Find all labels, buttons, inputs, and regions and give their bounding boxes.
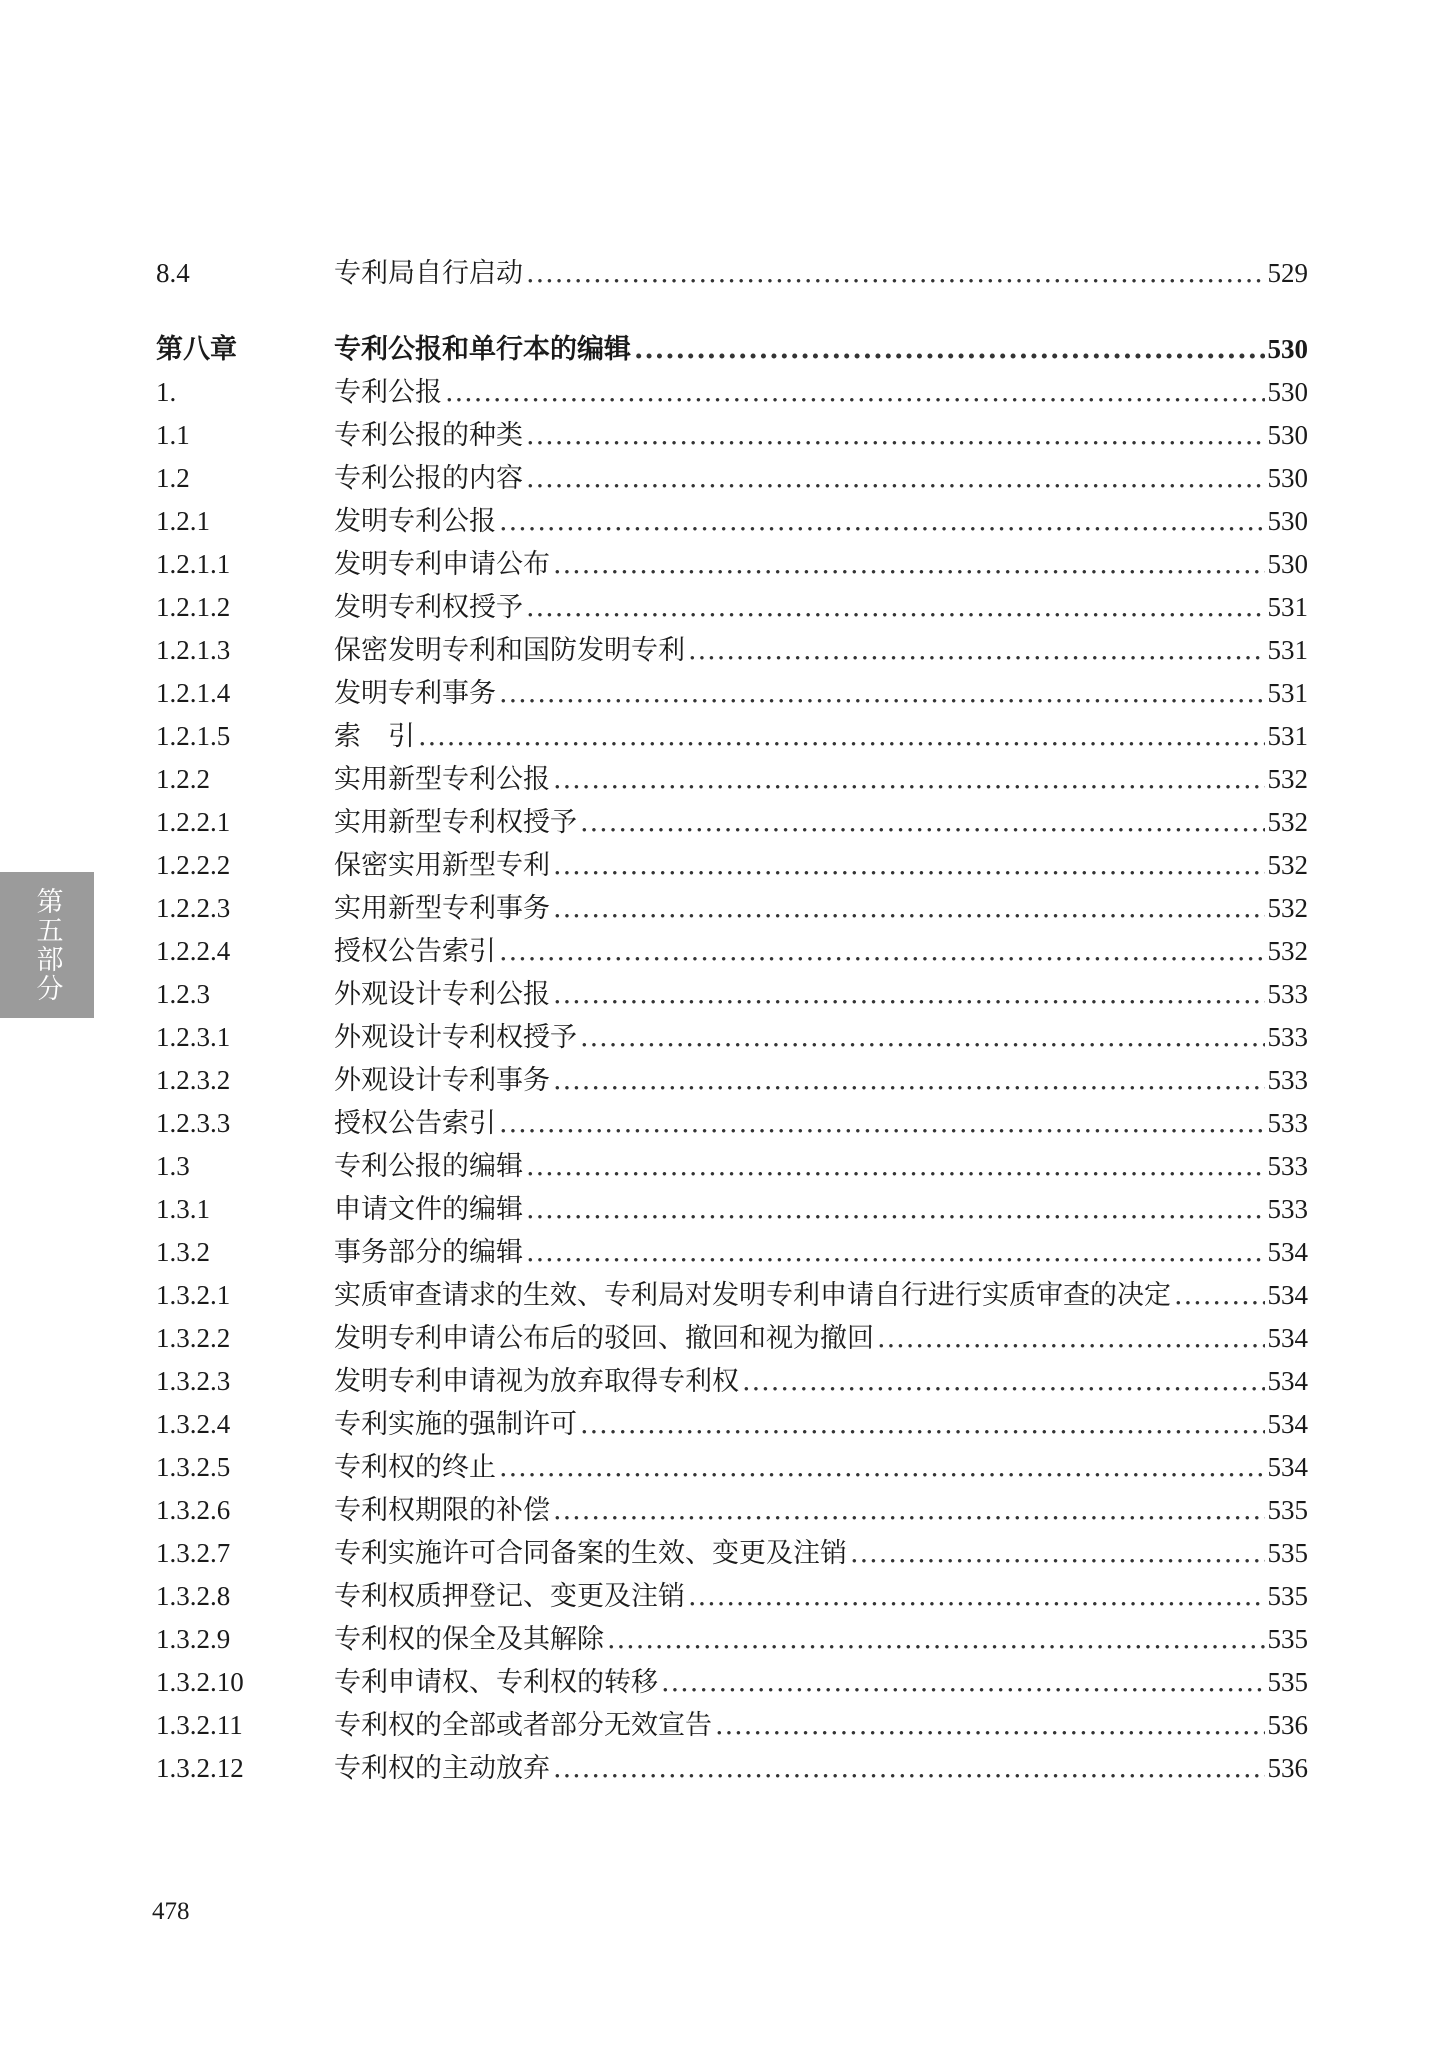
toc-dot-leader (526, 1145, 1265, 1188)
toc-page-number: 531 (1267, 592, 1308, 622)
toc-page-number: 532 (1267, 807, 1308, 837)
toc-page-number: 532 (1267, 893, 1308, 923)
toc-row[interactable] (156, 758, 1308, 801)
toc-dot-leader (580, 1016, 1265, 1059)
toc-page-number: 533 (1267, 1108, 1308, 1138)
toc-dot-leader (526, 414, 1265, 457)
toc-dot-leader (634, 328, 1265, 371)
toc-dot-leader (499, 500, 1265, 543)
toc-section-number: 1.2.3.2 (156, 1065, 231, 1095)
toc-dot-leader (850, 1532, 1265, 1575)
toc-section-title: 专利公报 (334, 377, 442, 408)
toc-row[interactable] (156, 1489, 1308, 1532)
toc-row[interactable] (156, 672, 1308, 715)
toc-row[interactable] (156, 1575, 1308, 1618)
toc-section-title: 实用新型专利权授予 (334, 807, 577, 838)
toc-dot-leader (715, 1704, 1265, 1747)
toc-section-number: 1.3 (156, 1151, 190, 1181)
toc-dot-leader (526, 586, 1265, 629)
toc-page-number: 533 (1267, 979, 1308, 1009)
toc-section-title: 发明专利公报 (334, 506, 496, 537)
toc-section-number: 8.4 (156, 258, 190, 288)
toc-section-number: 1.2.2.2 (156, 850, 231, 880)
toc-page-number: 530 (1267, 420, 1308, 450)
toc-section-number: 1.2.1.5 (156, 721, 231, 751)
toc-dot-leader (553, 844, 1265, 887)
toc-section-number: 1.3.2.8 (156, 1581, 231, 1611)
toc-dot-leader (580, 1403, 1265, 1446)
toc-row[interactable] (156, 1059, 1308, 1102)
toc-page-number: 533 (1267, 1151, 1308, 1181)
toc-page-number: 530 (1267, 463, 1308, 493)
toc-section-number: 1.2.2.3 (156, 893, 231, 923)
toc-page-number: 533 (1267, 1194, 1308, 1224)
toc-section-title: 事务部分的编辑 (334, 1237, 523, 1268)
toc-section-title: 外观设计专利事务 (334, 1065, 550, 1096)
toc-dot-leader (661, 1661, 1265, 1704)
toc-section-number: 1.2.1.4 (156, 678, 231, 708)
part-side-tab (0, 872, 94, 1018)
toc-row[interactable] (156, 586, 1308, 629)
toc-section-title: 索 引 (334, 721, 415, 752)
toc-section-number: 1.3.2.9 (156, 1624, 231, 1654)
toc-page-number: 536 (1267, 1753, 1308, 1783)
toc-section-title: 发明专利申请公布后的驳回、撤回和视为撤回 (334, 1323, 874, 1354)
toc-section-title: 发明专利事务 (334, 678, 496, 709)
toc-section-number: 1.3.2.4 (156, 1409, 231, 1439)
toc-section-title: 专利局自行启动 (334, 258, 523, 289)
toc-page-number: 535 (1267, 1495, 1308, 1525)
toc-row[interactable] (156, 1661, 1308, 1704)
toc-section-number: 1.3.2.1 (156, 1280, 231, 1310)
toc-page-number: 533 (1267, 1022, 1308, 1052)
toc-section-number: 1.3.2.7 (156, 1538, 231, 1568)
toc-row[interactable] (156, 1274, 1308, 1317)
toc-dot-leader (553, 1489, 1265, 1532)
toc-dot-leader (553, 1059, 1265, 1102)
toc-section-number: 1. (156, 377, 177, 407)
toc-section-title: 专利公报的种类 (334, 420, 523, 451)
toc-page-number: 532 (1267, 764, 1308, 794)
toc-section-title: 实质审查请求的生效、专利局对发明专利申请自行进行实质审查的决定 (334, 1280, 1171, 1311)
toc-section-number: 1.2.2.1 (156, 807, 231, 837)
toc-page-number: 532 (1267, 850, 1308, 880)
toc-page-number: 535 (1267, 1624, 1308, 1654)
toc-dot-leader (553, 543, 1265, 586)
toc-dot-leader (499, 1102, 1265, 1145)
toc-row[interactable] (156, 1016, 1308, 1059)
toc-row[interactable] (156, 887, 1308, 930)
toc-page-number: 534 (1267, 1237, 1308, 1267)
toc-section-number: 1.2.1.3 (156, 635, 231, 665)
toc-section-title: 外观设计专利公报 (334, 979, 550, 1010)
toc-page-number: 534 (1267, 1366, 1308, 1396)
toc-row[interactable] (156, 371, 1308, 414)
toc-row[interactable] (156, 629, 1308, 672)
toc-section-title: 外观设计专利权授予 (334, 1022, 577, 1053)
toc-page-number: 531 (1267, 678, 1308, 708)
toc-dot-leader (526, 1231, 1265, 1274)
toc-dot-leader (553, 887, 1265, 930)
toc-dot-leader (553, 758, 1265, 801)
toc-dot-leader (742, 1360, 1265, 1403)
toc-section-number: 1.2.3 (156, 979, 210, 1009)
toc-section-title: 实用新型专利事务 (334, 893, 550, 924)
toc-dot-leader (553, 1747, 1265, 1790)
toc-row[interactable] (156, 1317, 1308, 1360)
part-side-tab-label: 第五部分 (31, 887, 63, 1003)
toc-row[interactable] (156, 1188, 1308, 1231)
toc-section-title: 专利权的保全及其解除 (334, 1624, 604, 1655)
toc-row[interactable] (156, 801, 1308, 844)
toc-section-number: 1.1 (156, 420, 190, 450)
toc-dot-leader (688, 1575, 1265, 1618)
toc-page-number: 534 (1267, 1452, 1308, 1482)
toc-section-title: 授权公告索引 (334, 936, 496, 967)
toc-section-number: 1.2.3.3 (156, 1108, 231, 1138)
toc-row[interactable] (156, 715, 1308, 758)
toc-section-title: 实用新型专利公报 (334, 764, 550, 795)
toc-row[interactable] (156, 1145, 1308, 1188)
toc-section-title: 专利实施的强制许可 (334, 1409, 577, 1440)
toc-dot-leader (445, 371, 1265, 414)
toc-page-number: 535 (1267, 1667, 1308, 1697)
toc-dot-leader (499, 1446, 1265, 1489)
toc-page-number: 529 (1267, 258, 1308, 288)
toc-section-title: 专利申请权、专利权的转移 (334, 1667, 658, 1698)
toc-row[interactable] (156, 414, 1308, 457)
toc-section-number: 1.3.2 (156, 1237, 210, 1267)
toc-page-number: 531 (1267, 721, 1308, 751)
toc-section-number: 1.3.2.12 (156, 1753, 244, 1783)
toc-page-number: 533 (1267, 1065, 1308, 1095)
toc-section-number: 1.3.2.2 (156, 1323, 231, 1353)
toc-page-number: 532 (1267, 936, 1308, 966)
toc-row[interactable] (156, 1704, 1308, 1747)
toc-row[interactable] (156, 252, 1308, 295)
toc-row[interactable] (156, 1231, 1308, 1274)
toc-dot-leader (499, 930, 1265, 973)
toc-section-number: 1.2.1.1 (156, 549, 231, 579)
toc-page-number: 531 (1267, 635, 1308, 665)
toc-section-number: 1.2.1.2 (156, 592, 231, 622)
toc-section-number: 1.3.2.6 (156, 1495, 231, 1525)
toc-page-number: 534 (1267, 1409, 1308, 1439)
toc-section-number: 1.3.2.11 (156, 1710, 243, 1740)
toc-section-title: 专利权质押登记、变更及注销 (334, 1581, 685, 1612)
toc-dot-leader (526, 252, 1265, 295)
toc-dot-leader (553, 973, 1265, 1016)
toc-section-title: 发明专利申请公布 (334, 549, 550, 580)
toc-section-title: 发明专利申请视为放弃取得专利权 (334, 1366, 739, 1397)
toc-page-number: 530 (1267, 506, 1308, 536)
toc-dot-leader (580, 801, 1265, 844)
toc-row[interactable] (156, 1403, 1308, 1446)
toc-section-number: 1.2 (156, 463, 190, 493)
toc-row[interactable] (156, 930, 1308, 973)
toc-section-title: 发明专利权授予 (334, 592, 523, 623)
toc-page-number: 530 (1267, 377, 1308, 407)
toc-row[interactable] (156, 1446, 1308, 1489)
toc-page-number: 534 (1267, 1323, 1308, 1353)
toc-section-title: 专利公报的内容 (334, 463, 523, 494)
toc-row[interactable] (156, 543, 1308, 586)
toc-dot-leader (607, 1618, 1265, 1661)
toc-section-title: 专利权的全部或者部分无效宣告 (334, 1710, 712, 1741)
toc-chapter-row[interactable] (156, 328, 1308, 371)
toc-dot-leader (418, 715, 1265, 758)
toc-row[interactable] (156, 1360, 1308, 1403)
toc-row[interactable] (156, 973, 1308, 1016)
table-of-contents (156, 252, 1308, 1790)
toc-dot-leader (526, 457, 1265, 500)
toc-section-title: 保密实用新型专利 (334, 850, 550, 881)
toc-dot-leader (688, 629, 1265, 672)
toc-section-title: 专利权的主动放弃 (334, 1753, 550, 1784)
toc-page-number: 530 (1267, 334, 1308, 364)
toc-page-number: 534 (1267, 1280, 1308, 1310)
toc-row[interactable] (156, 1532, 1308, 1575)
toc-section-title: 专利公报和单行本的编辑 (334, 334, 631, 365)
toc-page-number: 530 (1267, 549, 1308, 579)
toc-row[interactable] (156, 457, 1308, 500)
toc-row[interactable] (156, 1747, 1308, 1790)
toc-section-title: 授权公告索引 (334, 1108, 496, 1139)
toc-section-number: 1.3.2.3 (156, 1366, 231, 1396)
toc-section-title: 专利公报的编辑 (334, 1151, 523, 1182)
toc-section-title: 专利实施许可合同备案的生效、变更及注销 (334, 1538, 847, 1569)
toc-section-title: 专利权的终止 (334, 1452, 496, 1483)
toc-page-number: 535 (1267, 1538, 1308, 1568)
toc-page-number: 535 (1267, 1581, 1308, 1611)
toc-section-number: 1.2.2.4 (156, 936, 231, 966)
toc-section-title: 专利权期限的补偿 (334, 1495, 550, 1526)
toc-section-title: 申请文件的编辑 (334, 1194, 523, 1225)
toc-row[interactable] (156, 500, 1308, 543)
toc-section-number: 1.2.1 (156, 506, 210, 536)
toc-section-number: 1.2.2 (156, 764, 210, 794)
toc-section-number: 1.3.2.10 (156, 1667, 244, 1697)
toc-section-number: 1.3.2.5 (156, 1452, 231, 1482)
toc-dot-leader (526, 1188, 1265, 1231)
toc-dot-leader (1174, 1274, 1265, 1317)
toc-section-number: 1.2.3.1 (156, 1022, 231, 1052)
page-number: 478 (152, 1898, 190, 1925)
toc-section-number: 1.3.1 (156, 1194, 210, 1224)
toc-page-number: 536 (1267, 1710, 1308, 1740)
toc-section-number: 第八章 (156, 334, 237, 364)
toc-row[interactable] (156, 1618, 1308, 1661)
toc-dot-leader (499, 672, 1265, 715)
toc-row[interactable] (156, 844, 1308, 887)
toc-dot-leader (877, 1317, 1265, 1360)
toc-section-title: 保密发明专利和国防发明专利 (334, 635, 685, 666)
toc-row[interactable] (156, 1102, 1308, 1145)
